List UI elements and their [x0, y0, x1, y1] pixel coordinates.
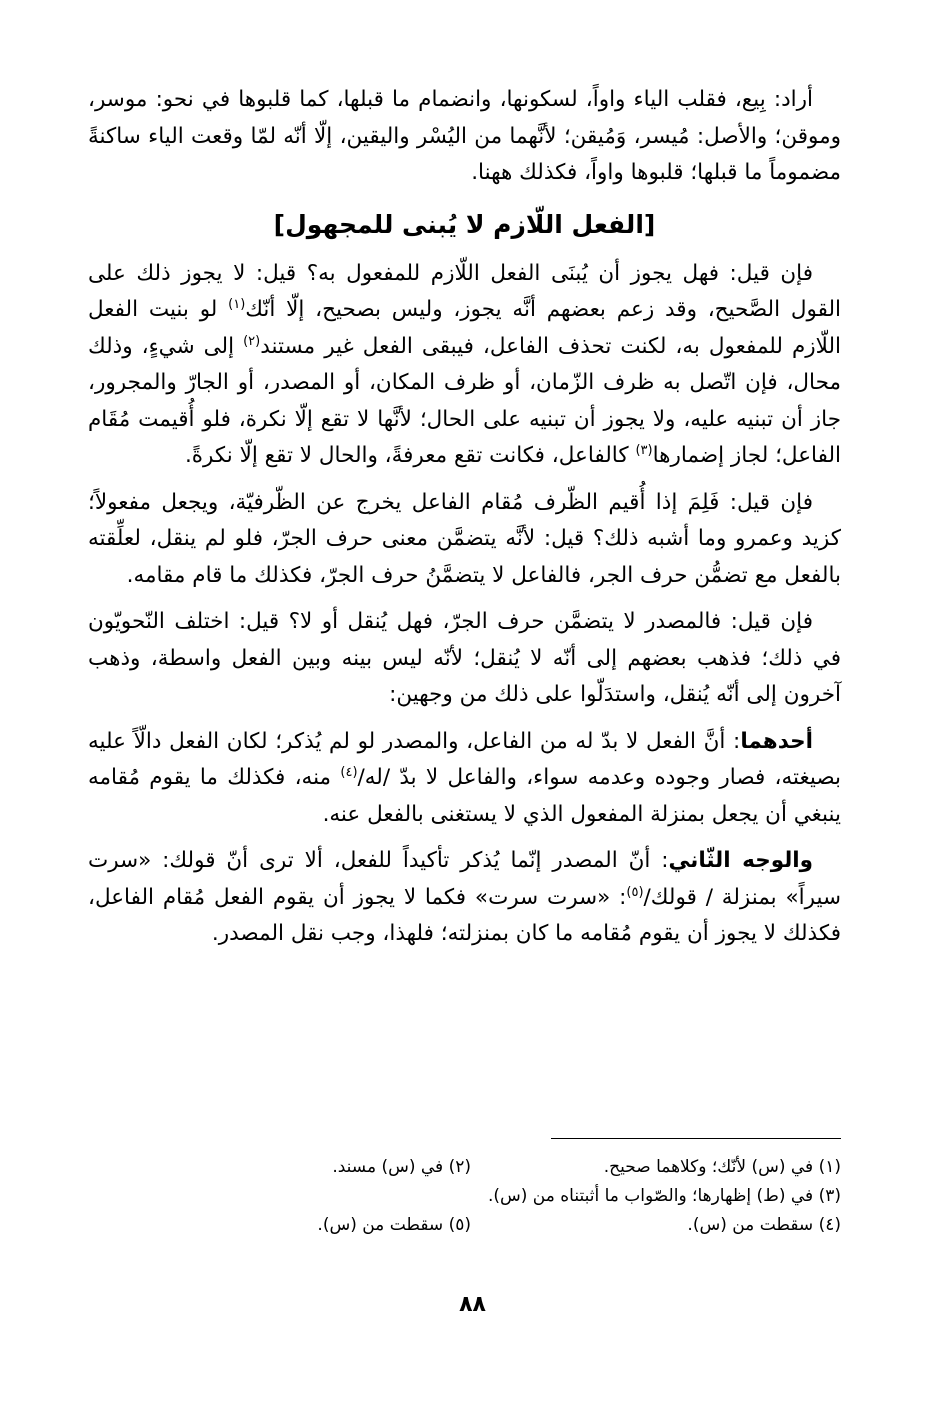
footnote-4: (٤) سقطت من (س).: [687, 1215, 841, 1235]
paragraph-2-text-2: لو بنيت الفعل اللّازم للمفعول به، لكنت تحذف الفاعل، فيبقى الفعل غير مستند: [88, 297, 841, 359]
footnote-line-3: [88, 1211, 841, 1240]
paragraph-2-text-4: كالفاعل، فكانت تقع معرفةً، والحال لا تقع إلّا نكرةً.: [184, 443, 636, 468]
footnote-3: (٣) في (ط) إظهارها؛ والصّواب ما أثبتناه من (س).: [487, 1186, 841, 1206]
footnotes: [88, 1138, 841, 1240]
paragraph-3: فإن قيل: فَلِمَ إذا أُقيم الظّرف مُقام الفاعل يخرج عن الظّرفيّة، ويجعل مفعولاً؛ كزيد وعمرو وما أشبه ذلك؟ قيل: لأنَّه يتضمَّن معنى حرف الجرّ، فلو لم ينقل، لعلِّقته بالفعل مع تضمُّن حرف الجر، فالفاعل لا يتضمَّنُ حرف الجرّ، فكذلك ما قام مقامه.: [88, 489, 841, 588]
page-body: [88, 82, 841, 953]
paragraph-2-text-1: فإن قيل: فهل يجوز أن يُبنَى الفعل اللّازم للمفعول به؟ قيل: لا يجوز ذلك على القول الصَّحيح، وقد زعم بعضهم أنَّه يجوز، وليس بصحيح، إلّا أنّك: [88, 260, 841, 322]
footnote-ref-1: (١): [228, 296, 246, 312]
footnote-ref-2: (٢): [243, 333, 261, 349]
footnote-ref-5: (٥): [626, 884, 644, 900]
paragraph-5: [88, 724, 841, 834]
paragraph-6-text-2: : «سرت سرت» فكما لا يجوز أن يقوم الفعل مُقام الفاعل، فكذلك لا يجوز أن يقوم مُقامه ما كان بمنزلته؛ فلهذا، وجب نقل المصدر.: [88, 884, 841, 946]
paragraph-5-text-1: : أنَّ الفعل لا بدّ له من الفاعل، والمصدر لو لم يُذكر؛ لكان الفعل دالّاً عليه بصيغته، فصار وجوده وعدمه سواء، والفاعل لا بدّ /له/: [88, 728, 841, 790]
paragraph-2-text-3: إلى شيءٍ، وذلك محال، فإن اتّصل به ظرف الزّمان، أو ظرف المكان، أو المصدر، أو الجارّ والمجرور، جاز أن تبنيه عليه، ولا يجوز أن تبنيه على الحال؛ لأنَّها لا تقع إلّا نكرة، فلو أُقيمت مُقَام الفاعل؛ لجاز إضمارها: [88, 333, 841, 468]
paragraph-6: [88, 843, 841, 953]
footnote-ref-3: (٣): [635, 442, 653, 458]
footnote-line-1: [88, 1153, 841, 1182]
footnote-1: (١) في (س) لأنّك؛ وكلاهما صحيح.: [603, 1157, 841, 1177]
page-number: ٨٨: [459, 1292, 486, 1317]
paragraph-5-lead: أحدهما: [740, 728, 813, 754]
footnote-ref-4: (٤): [340, 764, 358, 780]
paragraph-5-text-2: منه، فكذلك ما يقوم مُقامه ينبغي أن يجعل بمنزلة المفعول الذي لا يستغنى بالفعل عنه.: [88, 765, 841, 827]
paragraph-6-lead: والوجه الثّاني: [668, 848, 813, 873]
paragraph-1: أراد: بِيع، فقلب الياء واواً، لسكونها، وانضمام ما قبلها، كما قلبوها في نحو: موسر، وموقن؛ والأصل: مُيسر، وَمُيقن؛ لأنَّهما من اليُسْر واليقين، إلّا أنّه لمّا وقعت الياء ساكنةً مضموماً ما قبلها؛ قلبوها واواً، فكذلك ههنا.: [88, 87, 841, 185]
section-heading: [الفعل اللّازم لا يُبنى للمجهول]: [273, 209, 656, 239]
footnote-2: (٢) في (س) مسند.: [332, 1157, 471, 1177]
paragraph-2: [88, 256, 841, 475]
paragraph-6-text-1: : أنّ المصدر إنّما يُذكر تأكيداً للفعل، ألا ترى أنّ قولك: «سرت سيراً» بمنزلة / قولك/: [88, 848, 841, 910]
footnote-5: (٥) سقطت من (س).: [317, 1215, 471, 1235]
footnote-line-2: [88, 1182, 841, 1211]
paragraph-4: فإن قيل: فالمصدر لا يتضمَّن حرف الجرّ، فهل يُنقل أو لا؟ قيل: اختلف النّحويّون في ذلك؛ فذهب بعضهم إلى أنّه لا يُنقل؛ لأنّه ليس بينه وبين الفعل واسطة، وذهب آخرون إلى أنّه يُنقل، واستدَلّوا على ذلك من وجهين:: [88, 609, 841, 707]
footnote-divider: [551, 1138, 841, 1139]
